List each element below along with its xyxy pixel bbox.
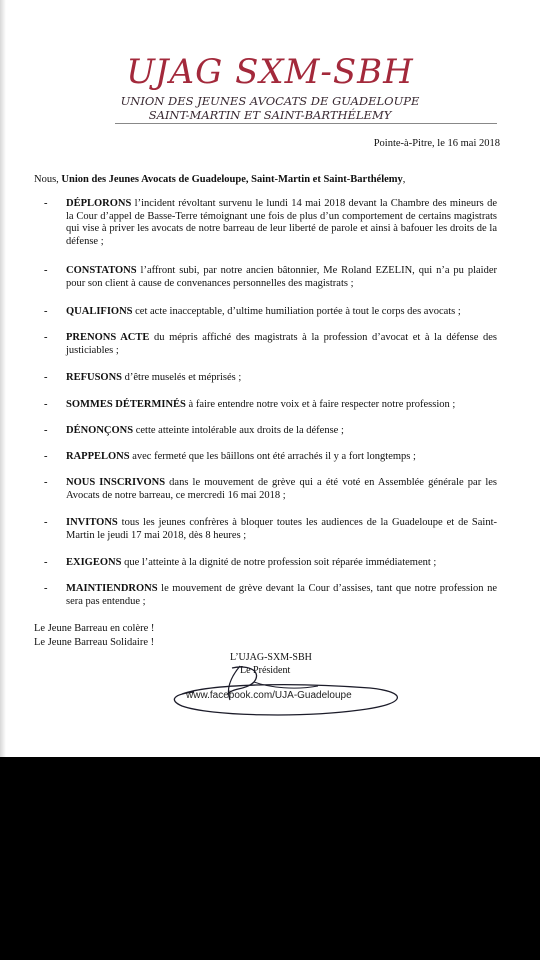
item-text: cette atteinte intolérable aux droits de la défense ; (133, 425, 344, 436)
list-item (44, 399, 497, 412)
item-keyword: RAPPELONS (66, 451, 130, 462)
item-text: à faire entendre notre voix et à faire respecter notre profession ; (185, 399, 456, 410)
bullet-dash: - (44, 517, 48, 528)
bullet-dash: - (44, 265, 48, 276)
bullet-dash: - (44, 451, 48, 462)
bullet-dash: - (44, 372, 48, 383)
list-item (44, 451, 497, 464)
item-keyword: INVITONS (66, 517, 118, 528)
item-text: dans le mouvement de grève qui a été voté en Assemblée générale par les Avocats de notre barreau, ce mercredi 16 mai 2018 ; (66, 477, 497, 501)
facebook-link[interactable]: www.facebook.com/UJA-Guadeloupe (186, 690, 352, 701)
letterhead-subtitle-line2: SAINT-MARTIN ET SAINT-BARTHÉLEMY (148, 108, 392, 122)
item-keyword: CONSTATONS (66, 265, 137, 276)
item-text: l’affront subi, par notre ancien bâtonnier, Me Roland EZELIN, qui n’a pu plaider pour son client à cause de convenances personnelles des magistrats ; (66, 265, 497, 289)
bullet-dash: - (44, 198, 48, 209)
list-item (44, 425, 497, 438)
bullet-dash: - (44, 332, 48, 343)
item-text: tous les jeunes confrères à bloquer toutes les audiences de la Guadeloupe et de Saint-Martin le jeudi 17 mai 2018, dès 8 heures ; (66, 517, 497, 541)
intro-prefix: Nous, (34, 174, 62, 185)
item-keyword: SOMMES DÉTERMINÉS (66, 399, 186, 410)
list-item (44, 517, 497, 542)
list-item (44, 477, 497, 502)
bullet-dash: - (44, 425, 48, 436)
item-keyword: PRENONS ACTE (66, 332, 150, 343)
item-keyword: EXIGEONS (66, 557, 122, 568)
bullet-dash: - (44, 477, 48, 488)
item-keyword: DÉNONÇONS (66, 425, 134, 436)
item-keyword: DÉPLORONS (66, 198, 132, 209)
item-text: avec fermeté que les bâillons ont été arrachés il y a fort longtemps ; (129, 451, 416, 462)
item-text: du mépris affiché des magistrats à la profession d’avocat et à la défense des justiciables ; (66, 332, 498, 356)
list-item (44, 557, 497, 570)
intro-line (34, 174, 405, 185)
closing-line-1: Le Jeune Barreau en colère ! (34, 623, 155, 634)
bullet-dash: - (44, 399, 48, 410)
item-keyword: MAINTIENDRONS (66, 583, 158, 594)
intro-org: Union des Jeunes Avocats de Guadeloupe, Saint-Martin et Saint-Barthélemy (61, 174, 403, 185)
bullet-dash: - (44, 557, 48, 568)
letterhead-title: UJAG SXM-SBH (126, 52, 414, 92)
list-item (44, 306, 497, 319)
item-keyword: NOUS INSCRIVONS (66, 477, 166, 488)
item-keyword: REFUSONS (66, 372, 123, 383)
closing-line-2: Le Jeune Barreau Solidaire ! (34, 637, 155, 648)
list-item (44, 583, 497, 608)
bullet-dash: - (44, 306, 48, 317)
list-item (44, 198, 497, 248)
intro-suffix: , (402, 174, 406, 185)
list-item (44, 332, 498, 357)
item-text: que l’atteinte à la dignité de notre profession soit réparée immédiatement ; (121, 557, 437, 568)
item-text: cet acte inacceptable, d’ultime humiliation portée à tout le corps des avocats ; (132, 306, 461, 317)
bullet-dash: - (44, 583, 48, 594)
signature-role: Le Président (240, 665, 291, 676)
item-text: l’incident révoltant survenu le lundi 14 mai 2018 devant la Chambre des mineurs de la Cour d’appel de Basse-Terre témoignant une fois de plus d’un comportement de certains magistrats qui vise à priver les avocats de notre barreau de leur liberté de parole et ainsi à bafouer les droits de la défense ; (66, 198, 497, 247)
dateline: Pointe-à-Pitre, le 16 mai 2018 (373, 138, 500, 149)
item-text: d’être muselés et méprisés ; (122, 372, 242, 383)
item-keyword: QUALIFIONS (66, 306, 133, 317)
item-text: le mouvement de grève devant la Cour d’assises, tant que notre profession ne sera pas entendue ; (66, 583, 497, 607)
list-item (44, 265, 497, 290)
signature-org: L’UJAG-SXM-SBH (230, 652, 312, 663)
letterhead-divider (115, 123, 497, 124)
letterhead-subtitle-line1: UNION DES JEUNES AVOCATS DE GUADELOUPE (120, 94, 420, 108)
list-item (44, 372, 497, 385)
